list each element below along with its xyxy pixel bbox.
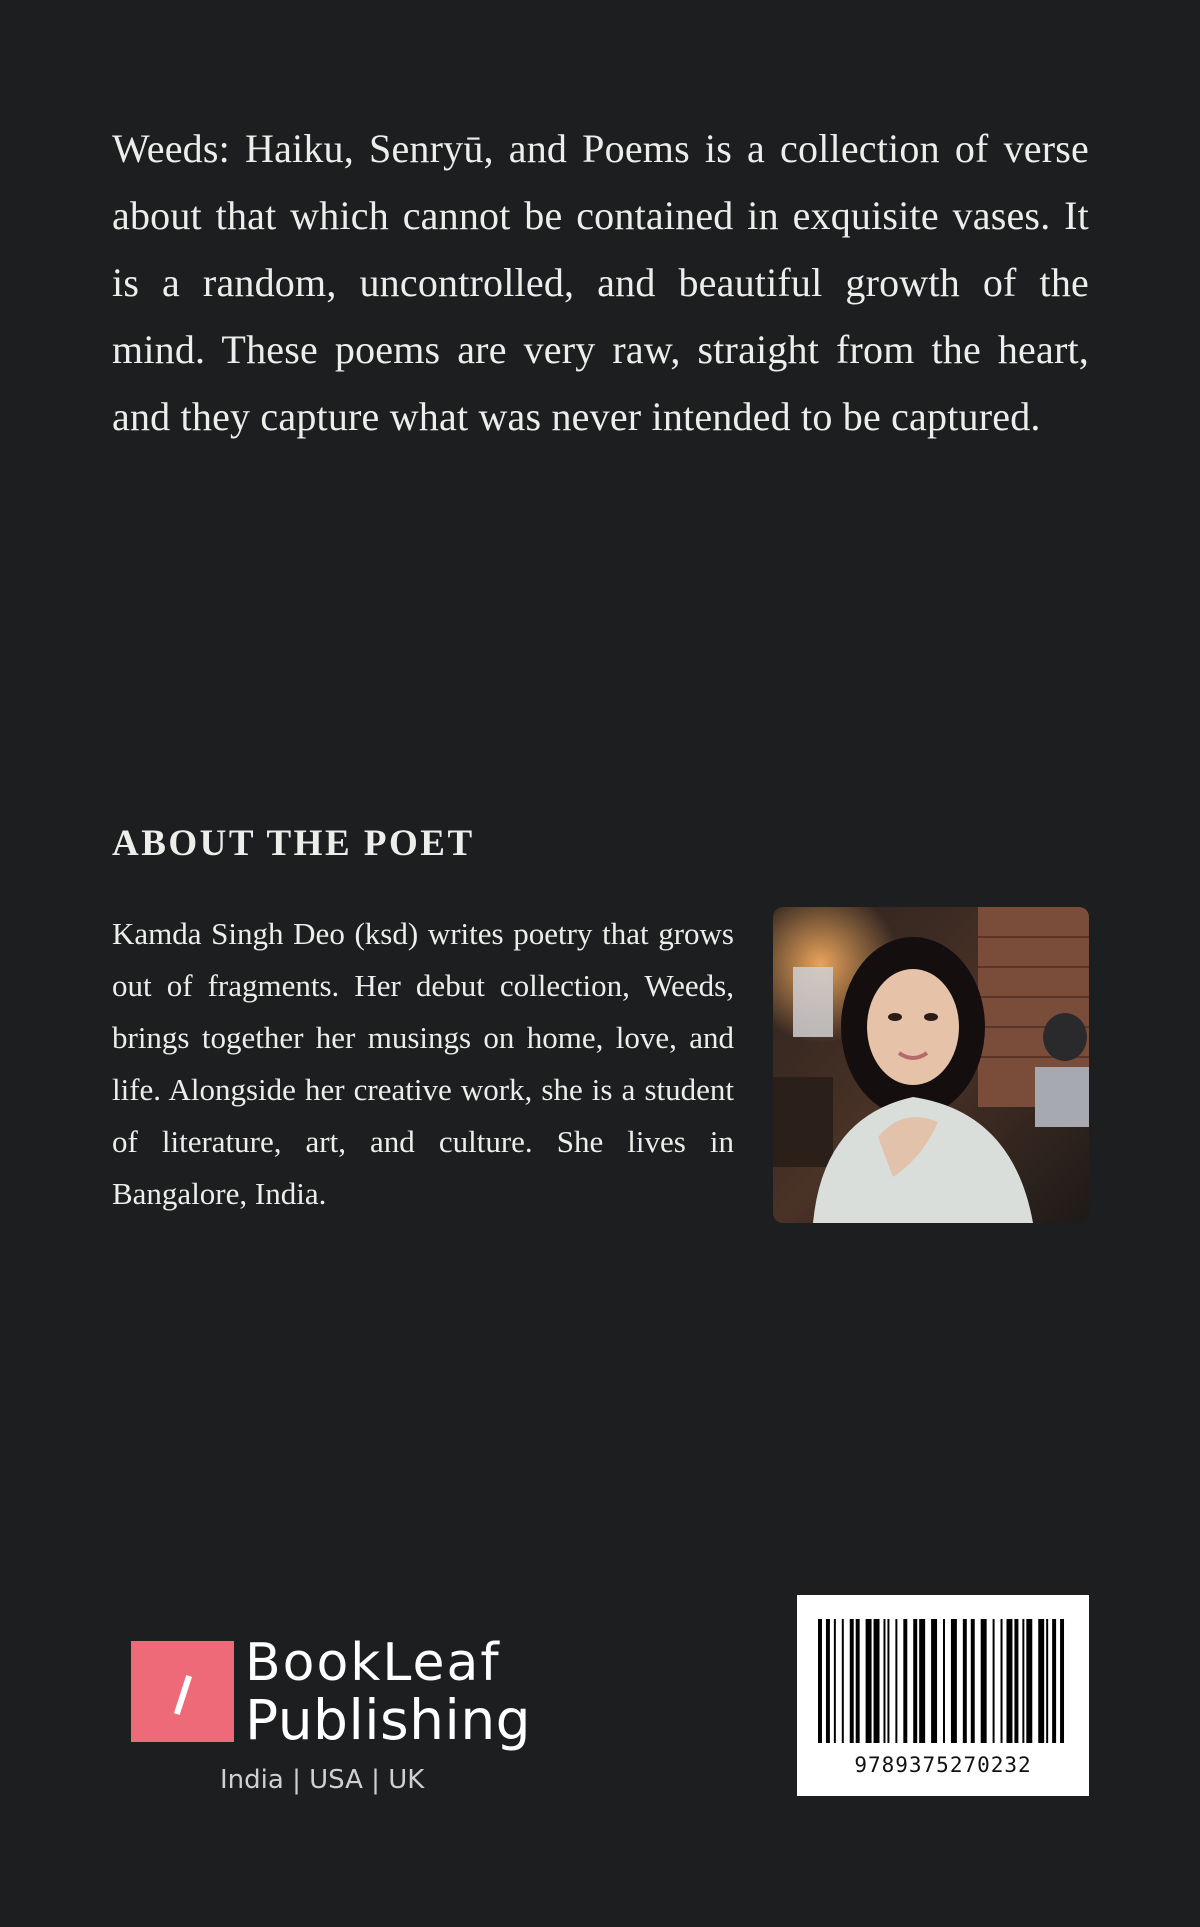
barcode-bar [1014, 1619, 1018, 1743]
slash-icon [174, 1675, 192, 1715]
barcode-bar [931, 1619, 937, 1743]
barcode-bar [951, 1619, 957, 1743]
barcode-bar [1052, 1619, 1056, 1743]
about-poet-heading: ABOUT THE POET [112, 823, 475, 864]
barcode-bar [1022, 1619, 1024, 1743]
publisher-logo-mark [131, 1641, 234, 1742]
barcode-bar [971, 1619, 975, 1743]
barcode-bar [919, 1619, 925, 1743]
barcode-bar [856, 1619, 860, 1743]
publisher-name-line2: Publishing [245, 1688, 532, 1752]
isbn-barcode [797, 1595, 1089, 1796]
barcode-bar [895, 1619, 897, 1743]
barcode-bar [913, 1619, 917, 1743]
back-cover-blurb: Weeds: Haiku, Senryū, and Poems is a collection of verse about that which cannot be contained in exquisite vases. It is a random, uncontrolled, and beautiful growth of the mind. These poems are very raw, straight from the heart, and they capture what was never intended to be captured. [112, 126, 1089, 439]
barcode-bar [1046, 1619, 1048, 1743]
barcode-bars [818, 1619, 1068, 1743]
publisher-name-line1: BookLeaf [245, 1633, 501, 1693]
barcode-bar [1001, 1619, 1003, 1743]
isbn-number: 9789375270232 [854, 1753, 1032, 1777]
barcode-bar [866, 1619, 872, 1743]
barcode-bar [981, 1619, 987, 1743]
barcode-bar [1006, 1619, 1012, 1743]
barcode-bar [874, 1619, 880, 1743]
barcode-bar [818, 1619, 822, 1743]
barcode-bar [1026, 1619, 1032, 1743]
barcode-bar [993, 1619, 995, 1743]
barcode-bar [887, 1619, 889, 1743]
barcode-bar [842, 1619, 844, 1743]
barcode-bar [903, 1619, 907, 1743]
barcode-bar [1038, 1619, 1044, 1743]
publisher-locations: India | USA | UK [220, 1765, 425, 1795]
poet-photo [773, 907, 1089, 1223]
barcode-bar [943, 1619, 945, 1743]
barcode-bar [963, 1619, 967, 1743]
poet-bio: Kamda Singh Deo (ksd) writes poetry that grows out of fragments. Her debut collection, Weeds, brings together her musings on home, love, and life. Alongside her creative work, she is a student of literature, art, and culture. She lives in Bangalore, India. [112, 916, 734, 1211]
barcode-bar [883, 1619, 885, 1743]
barcode-bar [1060, 1619, 1064, 1743]
barcode-bar [834, 1619, 836, 1743]
barcode-bar [850, 1619, 854, 1743]
barcode-bar [826, 1619, 830, 1743]
